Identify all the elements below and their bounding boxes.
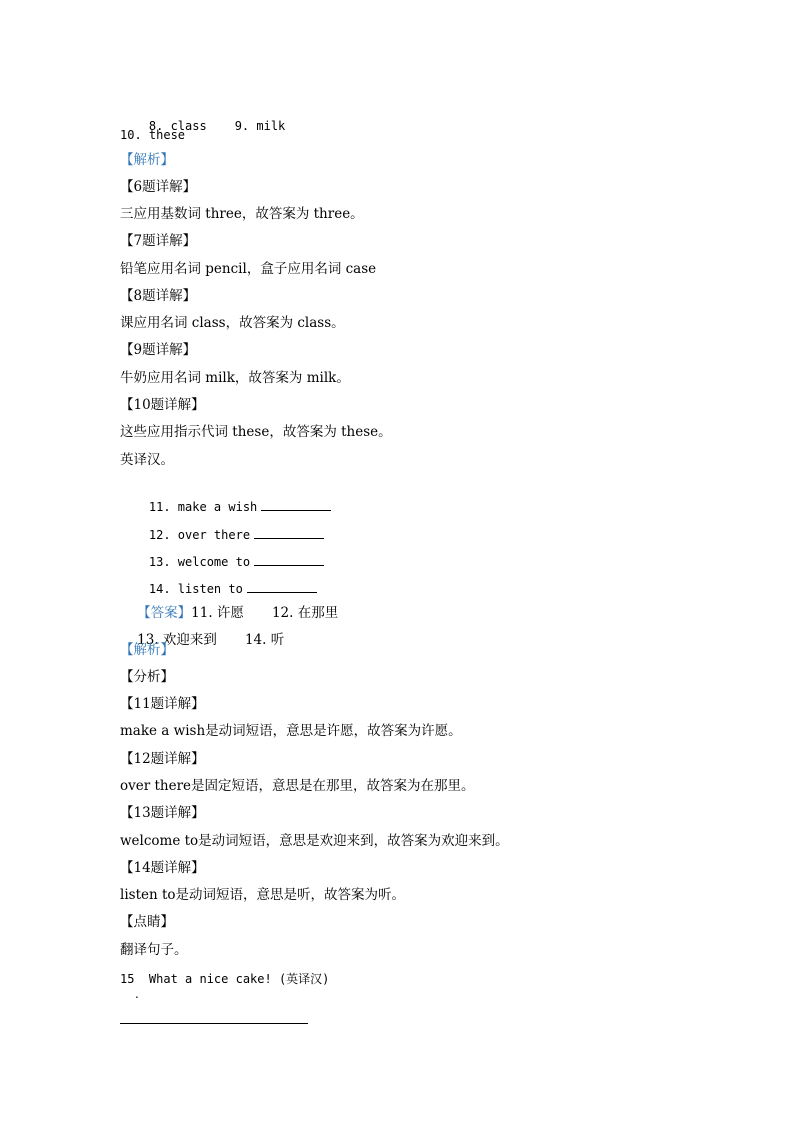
section-instruction: 英译汉。 bbox=[120, 452, 174, 468]
detail-heading-12: 【12题详解】 bbox=[120, 751, 205, 767]
answer-10: 10. these bbox=[120, 128, 186, 142]
question-13-text: 13. welcome to bbox=[148, 555, 251, 569]
answer-blank-15[interactable] bbox=[120, 1023, 308, 1024]
section-heading-tips: 【点睛】 bbox=[120, 914, 174, 930]
answer-9: 9. milk bbox=[234, 119, 286, 133]
answer-label: 【答案】 bbox=[137, 605, 192, 621]
detail-heading-7: 【7题详解】 bbox=[120, 233, 197, 249]
question-15-dot: . bbox=[135, 987, 139, 1001]
detail-text-14: listen to是动词短语，意思是听，故答案为听。 bbox=[120, 887, 406, 903]
detail-text-11: make a wish是动词短语，意思是许愿，故答案为许愿。 bbox=[120, 723, 462, 739]
detail-heading-6: 【6题详解】 bbox=[120, 179, 197, 195]
detail-text-10: 这些应用指示代词 these，故答案为 these。 bbox=[120, 424, 392, 440]
detail-text-8: 课应用名词 class，故答案为 class。 bbox=[120, 315, 345, 331]
answer-8: 8. class bbox=[148, 119, 207, 133]
answer-12-cn: 12. 在那里 bbox=[271, 605, 339, 621]
answer-14-cn: 14. 听 bbox=[244, 632, 285, 648]
detail-heading-9: 【9题详解】 bbox=[120, 342, 197, 358]
section-heading-analysis: 【解析】 bbox=[120, 152, 174, 168]
detail-text-9: 牛奶应用名词 milk，故答案为 milk。 bbox=[120, 370, 350, 386]
question-12-text: 12. over there bbox=[148, 528, 251, 542]
detail-text-12: over there是固定短语，意思是在那里，故答案为在那里。 bbox=[120, 778, 475, 794]
detail-heading-10: 【10题详解】 bbox=[120, 397, 205, 413]
question-11-text: 11. make a wish bbox=[148, 500, 258, 514]
section-instruction-2: 翻译句子。 bbox=[120, 942, 188, 958]
detail-heading-13: 【13题详解】 bbox=[120, 805, 205, 821]
detail-text-7: 铅笔应用名词 pencil，盒子应用名词 case bbox=[120, 261, 377, 277]
detail-heading-8: 【8题详解】 bbox=[120, 288, 197, 304]
question-14-text: 14. listen to bbox=[148, 582, 243, 596]
answer-13-cn: 13. 欢迎来到 bbox=[137, 632, 217, 648]
detail-text-6: 三应用基数词 three，故答案为 three。 bbox=[120, 206, 364, 222]
question-15: 15 What a nice cake! (英译汉) bbox=[120, 972, 330, 986]
answer-11-cn: 11. 许愿 bbox=[191, 605, 244, 621]
detail-heading-14: 【14题详解】 bbox=[120, 860, 205, 876]
section-heading-breakdown: 【分析】 bbox=[120, 669, 174, 685]
detail-text-13: welcome to是动词短语，意思是欢迎来到，故答案为欢迎来到。 bbox=[120, 833, 509, 849]
detail-heading-11: 【11题详解】 bbox=[120, 696, 205, 712]
section-heading-analysis-2: 【解析】 bbox=[120, 642, 174, 658]
